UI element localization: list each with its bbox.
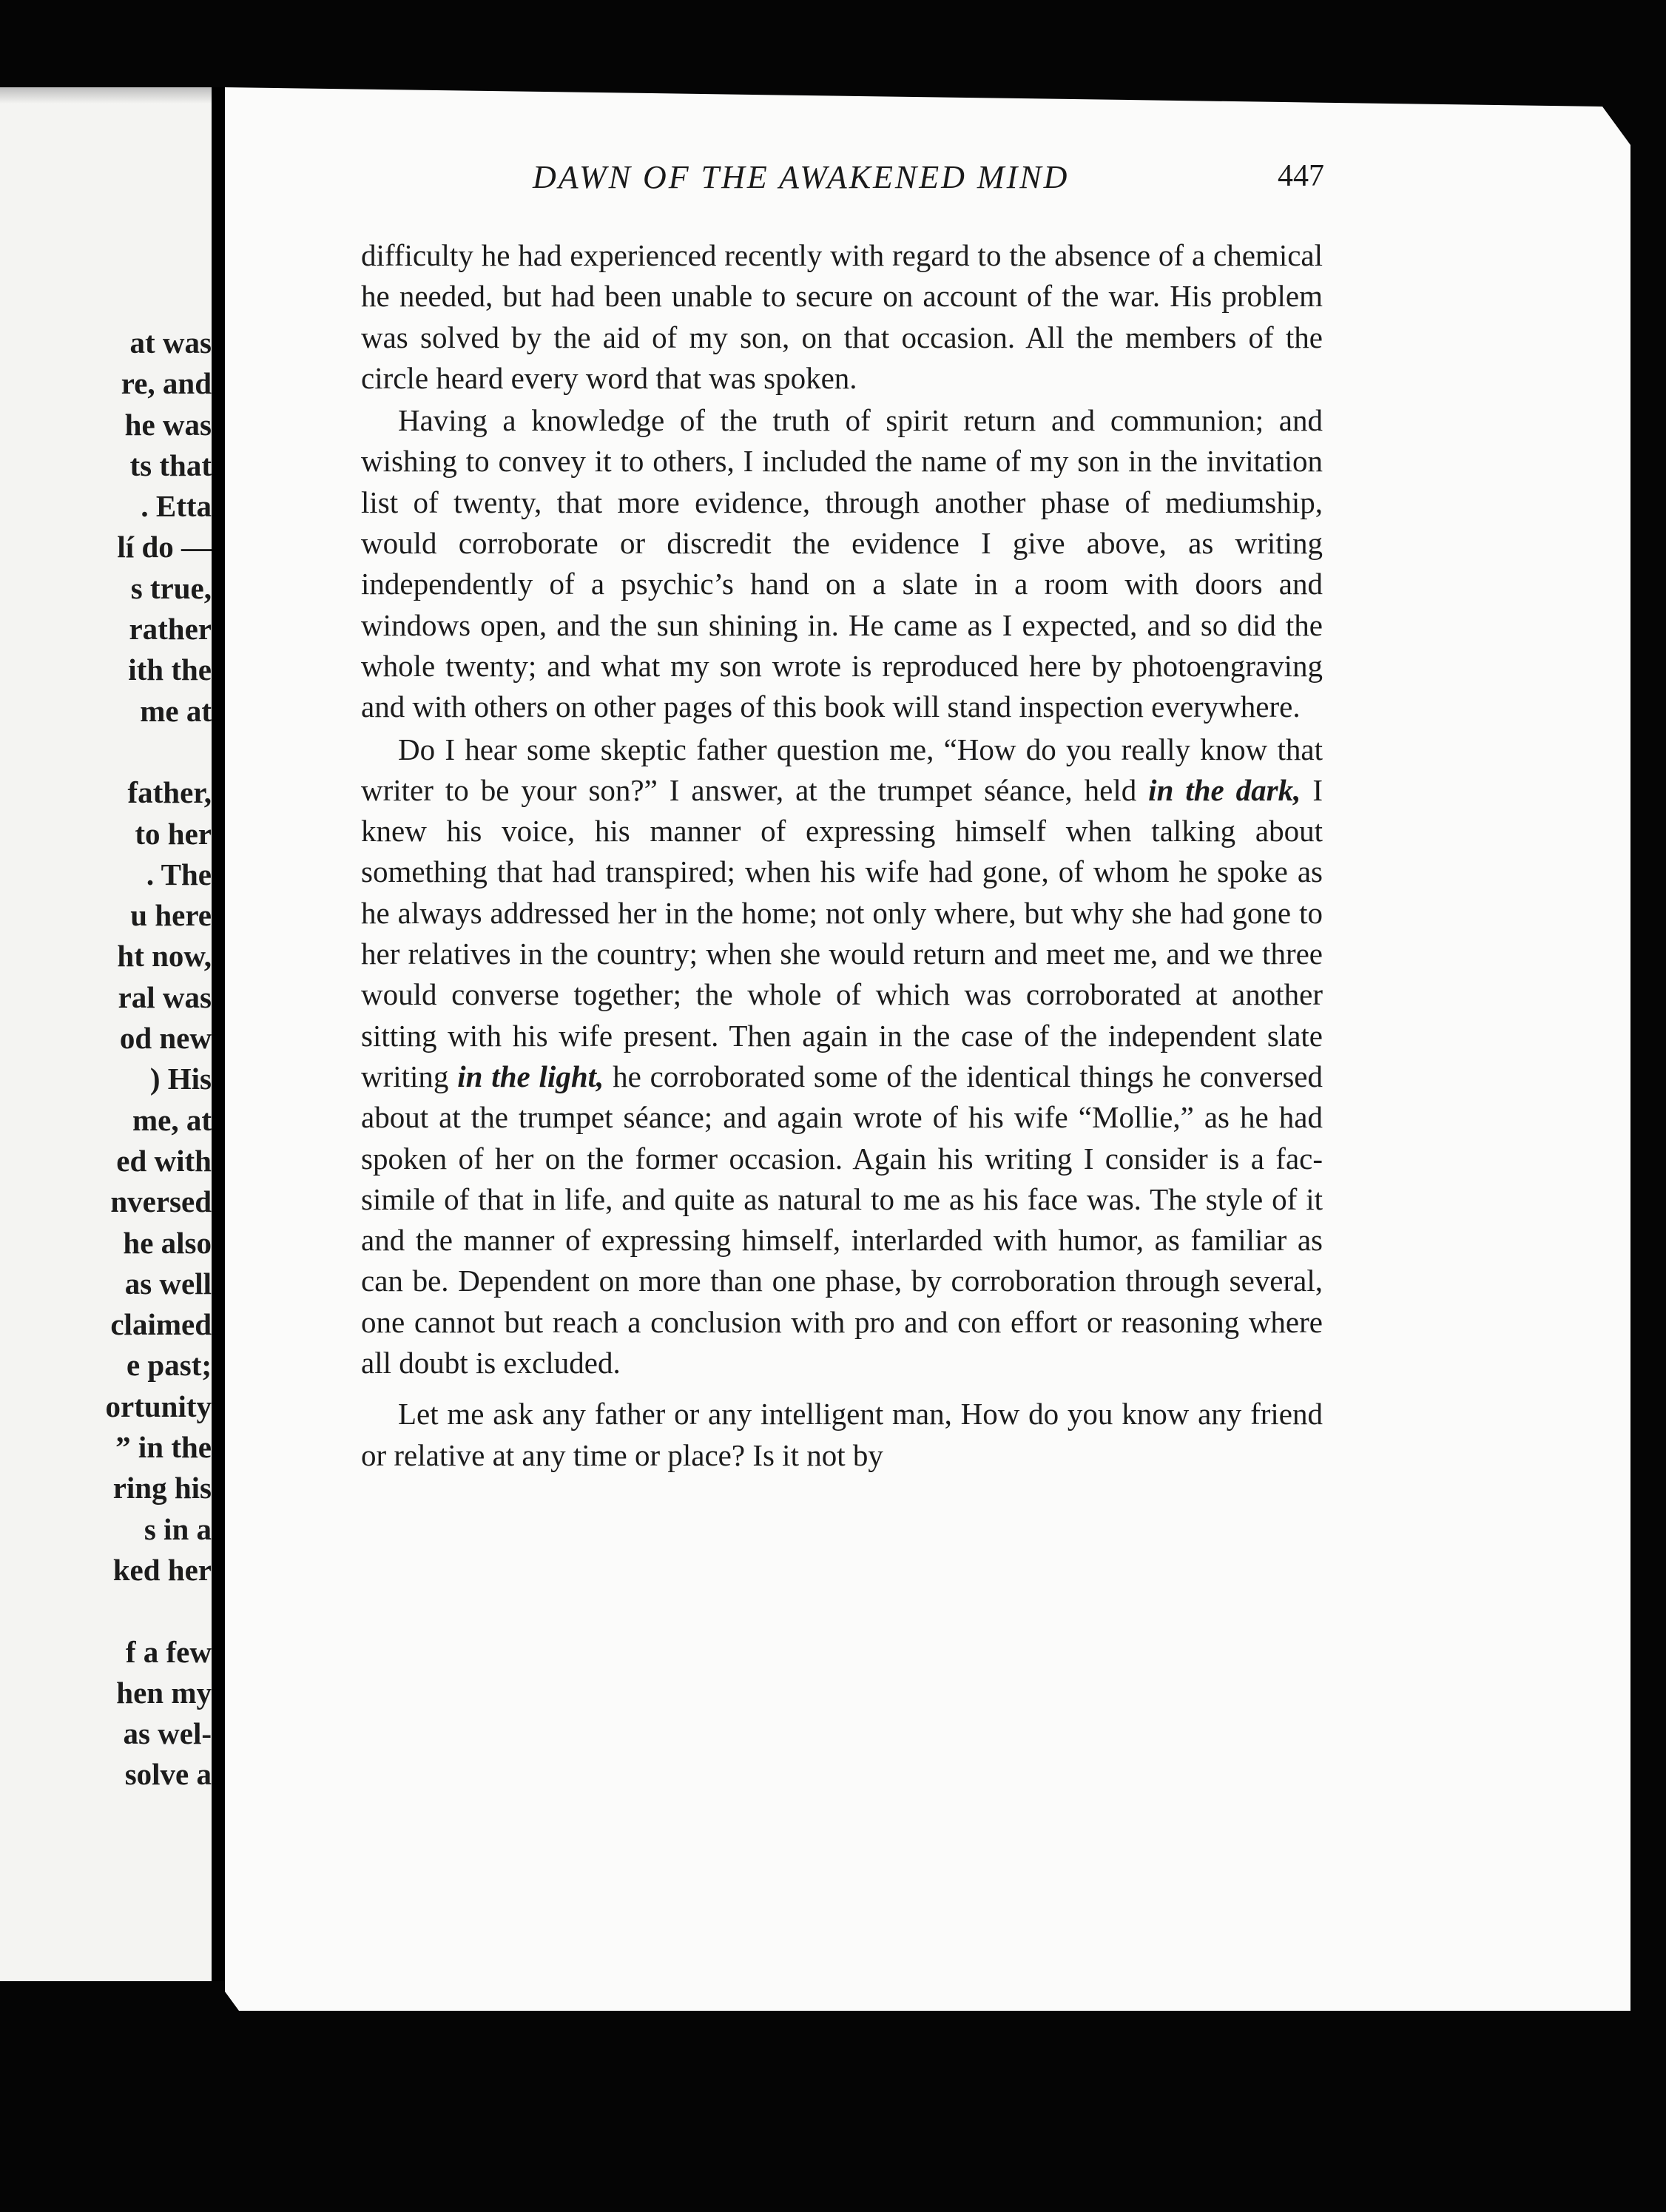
left-page-line: nversed	[110, 1184, 212, 1219]
left-page-line: me at	[140, 693, 212, 728]
left-page-line: ht now,	[117, 939, 212, 974]
left-page-line: lí do —	[117, 530, 212, 564]
left-page-line: ed with	[116, 1143, 212, 1178]
left-page-line: u here	[130, 898, 212, 933]
paragraph-3-part-c: he corroborated some of the identical things he conversed about at the trumpet séance; and again wrote of his wife “Mollie,” as he had spoken of her on the former occasion. Again his writing I consider is a fac-simile of that in life, and quite as natural to me as his face was. The style of it and the manner of expressing himself, interlarded with humor, as familiar as can be. Dependent on more than one phase, by corroboration through several, one cannot but reach a conclusion with pro and con effort or reasoning where all doubt is excluded.	[361, 1059, 1323, 1380]
left-page-line: claimed	[110, 1307, 212, 1342]
left-page-line: f a few	[125, 1634, 212, 1669]
book-spine	[212, 87, 225, 1981]
left-page-text	[106, 323, 212, 1795]
left-page-line: ) His	[149, 1062, 212, 1096]
left-page-line: he was	[124, 407, 212, 442]
left-page-line	[106, 1591, 212, 1631]
left-page-line: re, and	[121, 366, 212, 401]
paragraph-3-part-b: I knew his voice, his manner of expressing himself when talking about something that had transpired; when his wife had gone, of whom he spoke as he always addressed her in the home; not only where, but why she had gone to her relatives in the country; when she would return and meet me, and we three would converse together; the whole of which was corroborated at another sitting with his wife present. Then again in the case of the independent slate writing	[361, 772, 1323, 1093]
paragraph-3	[361, 729, 1323, 1384]
left-page-line	[106, 732, 212, 772]
left-page-line: . The	[146, 857, 212, 891]
left-page-line: ” in the	[115, 1430, 212, 1465]
paragraph-3-emphasis-dark: in the dark,	[1148, 772, 1301, 807]
left-page-line: ral was	[118, 979, 212, 1014]
left-facing-page	[0, 87, 212, 1981]
page-header	[303, 158, 1324, 203]
paragraph-4: Let me ask any father or any intelligent man, How do you know any friend or relative at any time or place? Is it not by	[361, 1397, 1323, 1472]
page-number: 447	[1278, 159, 1324, 193]
left-page-line: ts that	[129, 448, 212, 482]
left-page-line: . Etta	[141, 489, 212, 524]
left-page-line: hen my	[116, 1675, 212, 1710]
paragraph-3-part-a: Do I hear some skeptic father question me, “How do you really know that writer to be your son?” I answer, at the trumpet séance, held	[361, 732, 1323, 807]
left-page-line: as wel-	[123, 1716, 212, 1751]
left-page-line: father,	[127, 775, 212, 810]
left-page-line: od new	[119, 1021, 212, 1056]
left-page-line: ortunity	[105, 1389, 212, 1423]
left-page-line: at was	[129, 326, 212, 360]
left-page-line: s true,	[130, 570, 212, 605]
paragraph-2: Having a knowledge of the truth of spirit return and communion; and wishing to convey it to others, I included the name of my son in the invitation list of twenty, that more evidence, through another phase of mediumship, would corroborate or discredit the evidence I give above, as writing independently of a psychic’s hand on a slate in a room with doors and windows open, and the sun shining in. He came as I expected, and so did the whole twenty; and what my son wrote is reproduced here by photoengraving and with others on other pages of this book will stand inspection everywhere.	[361, 403, 1323, 724]
left-page-line: solve a	[124, 1757, 212, 1792]
left-page-line: rather	[129, 612, 212, 647]
running-head: DAWN OF THE AWAKENED MIND	[533, 159, 1070, 195]
left-page-line: e past;	[126, 1348, 212, 1383]
left-page-line: to her	[135, 816, 212, 851]
left-page-line: s in a	[144, 1511, 212, 1546]
scan-border	[0, 2011, 1666, 2212]
left-page-line: as well	[124, 1266, 212, 1301]
body-text	[361, 235, 1323, 1476]
left-page-line: me, at	[132, 1102, 212, 1137]
left-page-line: ith the	[128, 653, 212, 687]
paragraph-1: difficulty he had experienced recently with regard to the absence of a chemical he needed, but had been unable to secure on account of the war. His problem was solved by the aid of my son, on that occasion. All the members of the circle heard every word that was spoken.	[361, 238, 1323, 395]
paragraph-3-emphasis-light: in the light,	[457, 1059, 604, 1093]
left-page-line: ring his	[112, 1471, 212, 1505]
left-page-line: he also	[123, 1225, 212, 1260]
left-page-line: ked her	[112, 1552, 212, 1587]
